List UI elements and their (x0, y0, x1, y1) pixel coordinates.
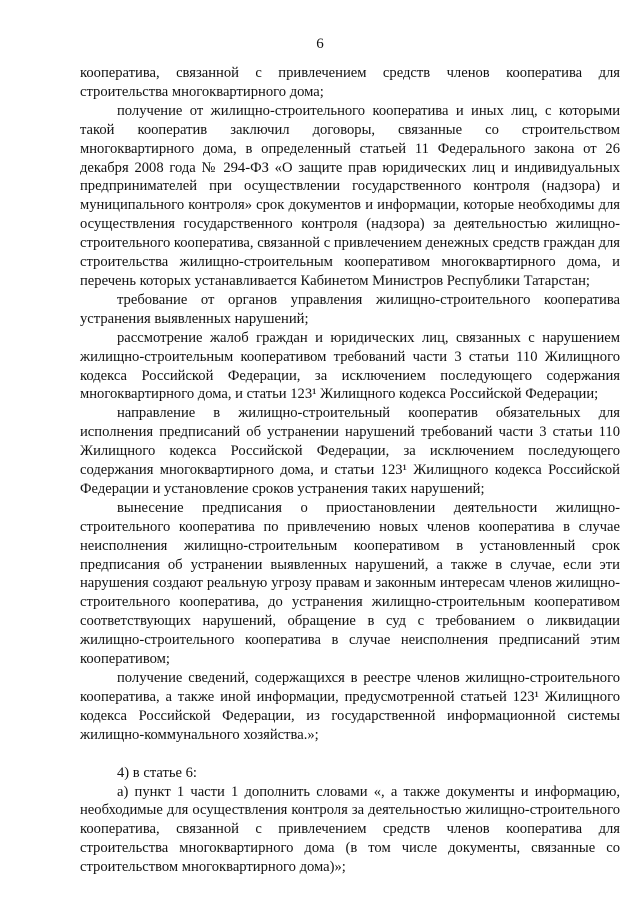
paragraph-orders: направление в жилищно-строительный кооператив обязательных для исполнения предписаний об устранении нарушений требований части 3 статьи 110 Жилищного кодекса Российской Федерации, за исключением последующего содержания многоквартирного дома, и статьи 123¹ Жилищного кодекса Российской Федерации и установление сроков устранения таких нарушений; (80, 405, 620, 497)
paragraph-article-6: 4) в статье 6: (117, 764, 197, 781)
page-number: 6 (316, 36, 324, 52)
paragraph-documents-request: получение от жилищно-строительного кооператива и иных лиц, с которыми такой кооператив заключил договоры, связанные со строительством многоквартирного дома, в определенный статьей 11 Федерального закона от 26 декабря 2008 года № 294-ФЗ «О защите прав юридических лиц и индивидуальных предпринимателей при осуществлении государственного контроля (надзора) и муниципального контроля» срок документов и информации, которые необходимы для осуществления государственного контроля (надзора) за деятельностью жилищно-строительного кооператива, связанной с привлечением денежных средств граждан для строительства жилищно-строительным кооперативом многоквартирного дома, и перечень которых устанавливается Кабинетом Министров Республики Татарстан; (80, 102, 620, 289)
paragraph-violation-demand: требование от органов управления жилищно-строительного кооператива устранения выявленных нарушений; (80, 291, 620, 327)
paragraph-continuation: кооператива, связанной с привлечением средств членов кооператива для строительства многоквартирного дома; (80, 65, 620, 100)
paragraph-suspension: вынесение предписания о приостановлении деятельности жилищно-строительного кооператива по привлечению новых членов кооператива в случае неисполнения жилищно-строительным кооперативом в установленный срок предписания об устранении выявленных нарушений, а также в случае, если эти нарушения создают реальную угрозу правам и законным интересам членов жилищно-строительного кооператива, до устранения жилищно-строительным кооперативом соответствующих нарушений, обращение в суд с требованием о ликвидации жилищно-строительного кооператива в случае неисполнения предписаний этим кооперативом; (80, 499, 620, 668)
paragraph-amendment-a: а) пункт 1 части 1 дополнить словами «, а также документы и информацию, необходимые для осуществления контроля за деятельностью жилищно-строительного кооператива, связанной с привлечением средств членов кооператива для строительства многоквартирного дома (в том числе документы, связанные со строительством многоквартирного дома)»; (80, 783, 620, 876)
paragraph-registry-info: получение сведений, содержащихся в реестре членов жилищно-строительного кооператива, а также иной информации, предусмотренной статьей 123¹ Жилищного кодекса Российской Федерации, из государственной информационной системы жилищно-коммунального хозяйства.»; (80, 670, 620, 743)
paragraph-complaints: рассмотрение жалоб граждан и юридических лиц, связанных с нарушением жилищно-строительным кооперативом требований части 3 статьи 110 Жилищного кодекса Российской Федерации, за исключением последующего содержания многоквартирного дома, и статьи 123¹ Жилищного кодекса Российской Федерации; (80, 329, 620, 403)
document-body (80, 64, 620, 877)
